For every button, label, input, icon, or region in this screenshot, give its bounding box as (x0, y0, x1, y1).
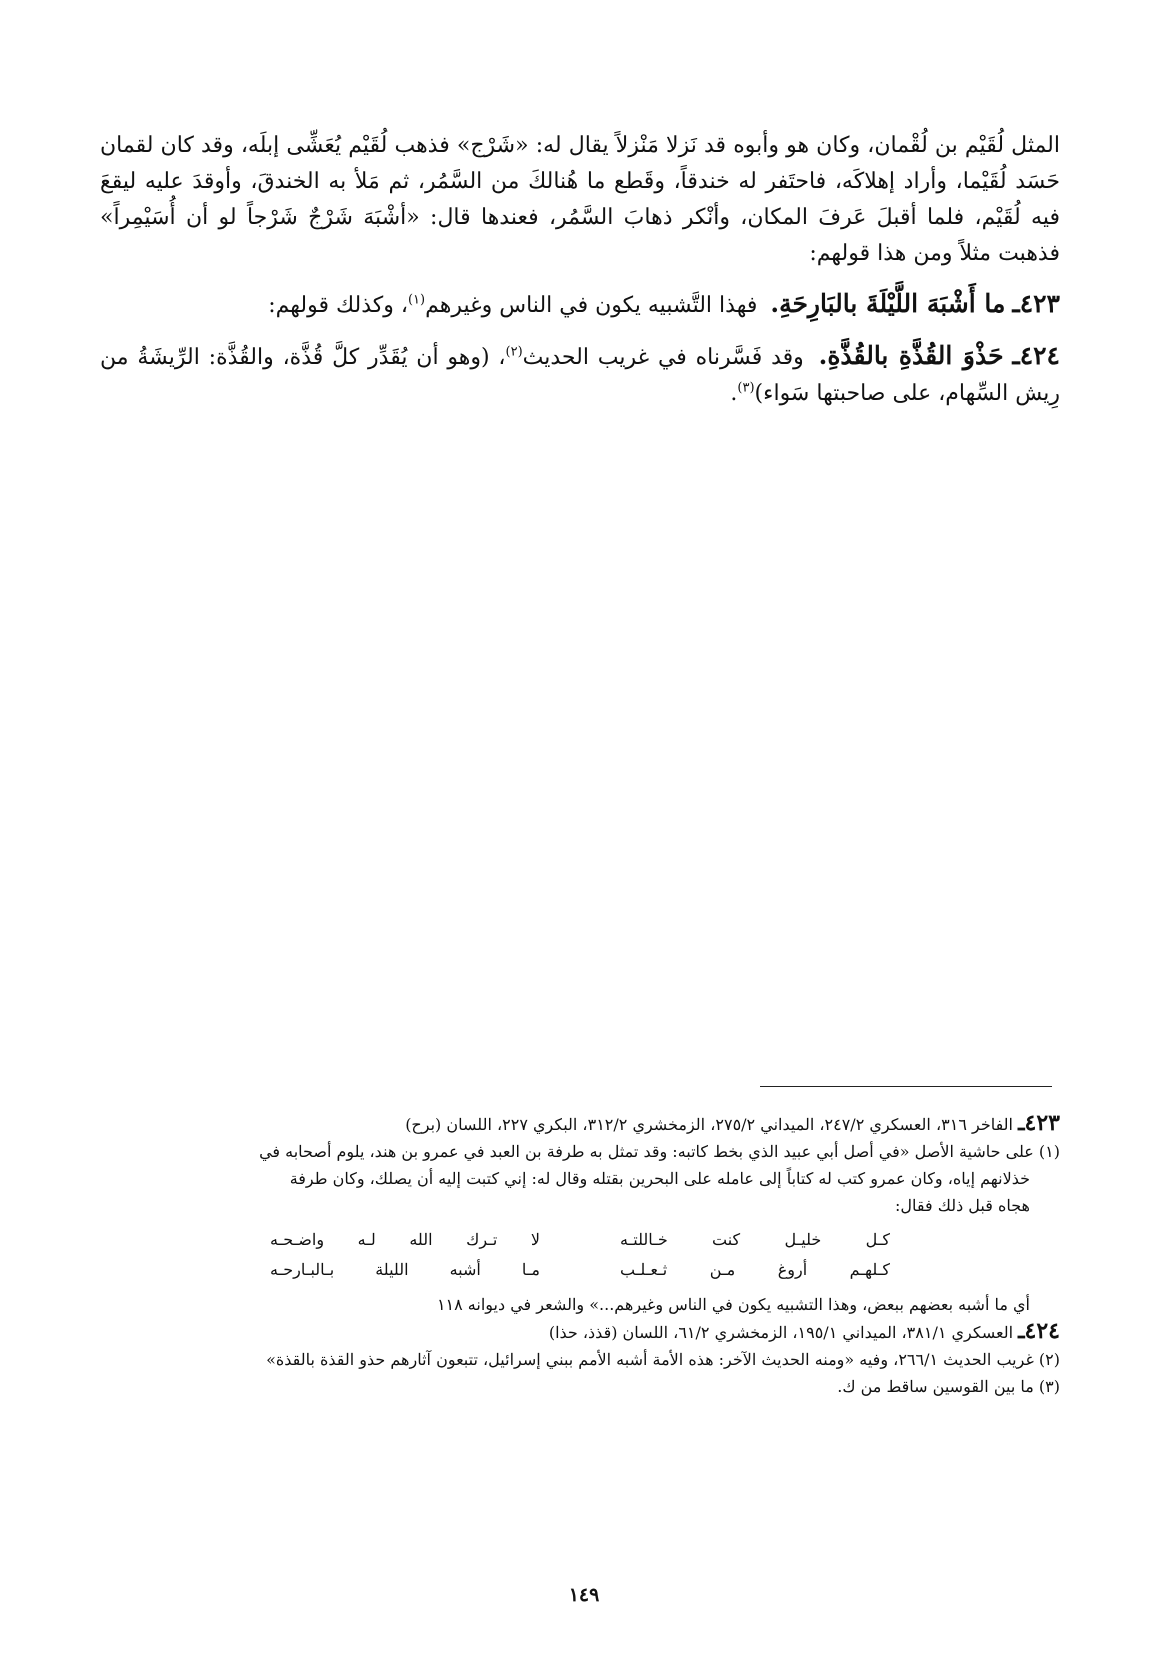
poem-verse (100, 1255, 1060, 1285)
poem-first-hemistich: كـلهـم أروغ مـن ثـعـلـب (620, 1260, 890, 1279)
proverb-entry-423 (100, 286, 1060, 324)
proverb-entry-424 (100, 338, 1060, 412)
footnote-3: (٣) ما بين القوسين ساقط من ك. (837, 1377, 1060, 1396)
note-423-sources (100, 1110, 1060, 1138)
footnote-1-line-1: (١) على حاشية الأصل «في أصل أبي عبيد الذي بخط كاتبه: وقد تمثل به طرفة بن العبد في عمرو بن هند، يلوم أصحابه في (259, 1142, 1060, 1161)
poem-first-hemistich: كـل خليـل كنت خـاللتـه (620, 1230, 890, 1249)
footnotes-block (100, 1110, 1060, 1400)
page-number: ١٤٩ (568, 1584, 600, 1606)
proverb-title: حَذْوَ القُذَّةِ بالقُذَّةِ. (818, 341, 1004, 370)
note-sources-text: العسكري ٣٨١/١، الميداني ١٩٥/١، الزمخشري ٦١/٢، اللسان (قذذ، حذا) (548, 1323, 1019, 1342)
entry-text: وقد فَسَّرناه في غريب الحديث (522, 345, 813, 370)
entry-text-end: . (730, 381, 738, 406)
poem-second-hemistich: لا تـرك الله لـه واضـحـه (270, 1230, 540, 1249)
note-entry-number: ٤٢٤ـ (1018, 1318, 1060, 1344)
footnote-divider (760, 1086, 1052, 1087)
entry-number: ٤٢٤ـ (1012, 341, 1060, 370)
footnote-ref[interactable]: (١) (407, 292, 426, 308)
poem-second-hemistich: مـا أشبه الليلة بـالبـارحـه (270, 1260, 540, 1279)
entry-text-continuation: ، وكذلك قولهم: (268, 293, 408, 318)
footnote-1-line-3: هجاه قبل ذلك فقال: (895, 1196, 1030, 1215)
proverb-title: ما أَشْبَهَ اللَّيْلَةَ بالبَارِحَةِ. (770, 289, 1006, 318)
entry-number: ٤٢٣ـ (1012, 289, 1060, 318)
footnote-ref[interactable]: (٣) (737, 380, 755, 396)
poem-verse (100, 1225, 1060, 1255)
poem-verses (100, 1225, 1060, 1285)
note-sources-text: الفاخر ٣١٦، العسكري ٢٤٧/٢، الميداني ٢٧٥/٢، الزمخشري ٣١٢/٢، البكري ٢٢٧، اللسان (برح) (405, 1115, 1019, 1134)
entry-text-continuation: ، (وهو أن يُقَدِّر كلَّ قُذَّة، والقُذَّة: الرِّيشَةُ من رِيش السِّهام، على صاحبتها سَواء) (100, 345, 1060, 406)
footnote-2: (٢) غريب الحديث ٢٦٦/١، وفيه «ومنه الحديث الآخر: هذه الأمة أشبه الأمم ببني إسرائيل، تتبعون آثارهم حذو القذة بالقذة» (266, 1350, 1060, 1369)
note-424-sources (100, 1318, 1060, 1346)
note-entry-number: ٤٢٣ـ (1018, 1110, 1060, 1136)
entry-text: فهذا التَّشبيه يكون في الناس وغيرهم (425, 293, 765, 318)
footnote-ref[interactable]: (٢) (505, 344, 523, 360)
footnote-1-line-2: خذلانهم إياه، وكان عمرو كتب له كتاباً إلى عامله على البحرين بقتله وقال له: إني كتبت إليه أن يصلك، وكان طرفة (289, 1169, 1030, 1188)
main-text-block (100, 128, 1060, 412)
footnote-1-line-4: أي ما أشبه بعضهم ببعض، وهذا التشبيه يكون في الناس وغيرهم...» والشعر في ديوانه ١١٨ (436, 1295, 1030, 1314)
intro-paragraph: المثل لُقَيْم بن لُقْمان، وكان هو وأبوه قد نَزلا مَنْزلاً يقال له: «شَرْج» فذهب لُقَيْم يُعَشِّى إبلَه، وقد كان لقمان حَسَد لُقَيْما، وأراد إهلاكَه، فاحتَفر له خندقاً، وقَطع ما هُنالكَ من السَّمُر، ثم مَلأ به الخندقَ، وأوقدَ عليه ليقعَ فيه لُقَيْم، فلما أقبلَ عَرفَ المكان، وأنْكر ذهابَ السَّمُر، فعندها قال: «أشْبَهَ شَرْجٌ شَرْجاً لو أن أُسَيْمِراً» فذهبت مثلاً ومن هذا قولهم: (100, 133, 1060, 266)
